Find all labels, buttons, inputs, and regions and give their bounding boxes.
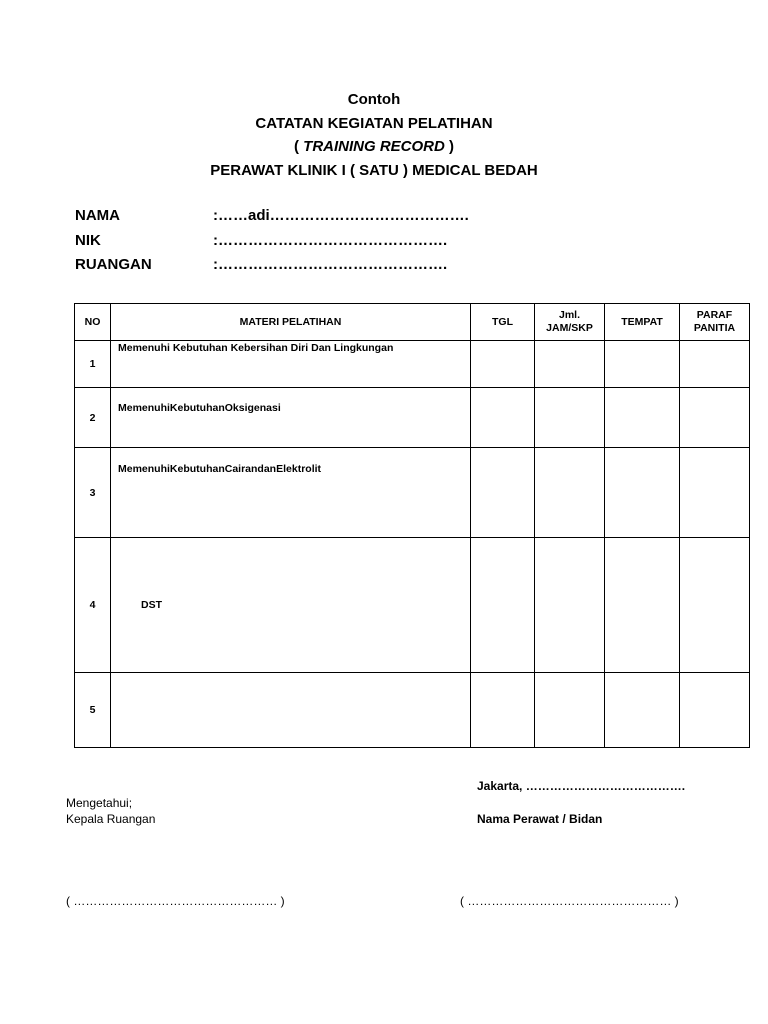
training-record-table — [74, 303, 750, 748]
row-number: 3 — [75, 448, 111, 538]
row-number: 2 — [75, 388, 111, 448]
field-nik — [75, 232, 447, 249]
header-tempat: TEMPAT — [605, 304, 680, 341]
table-header-row — [75, 304, 750, 341]
table-row — [75, 673, 750, 748]
row-tempat-cell — [605, 388, 680, 448]
header-label: Contoh — [347, 91, 401, 108]
table-row — [75, 341, 750, 388]
header-tgl: TGL — [471, 304, 535, 341]
header-jml — [535, 304, 605, 341]
table-row — [75, 388, 750, 448]
document-subtitle — [0, 135, 748, 159]
row-tempat-cell — [605, 673, 680, 748]
row-tempat-cell — [605, 341, 680, 388]
row-tgl-cell — [471, 341, 535, 388]
header-paraf-line1: PARAF — [696, 309, 733, 321]
row-materi: DST — [111, 538, 471, 673]
row-materi: MemenuhiKebutuhanOksigenasi — [111, 388, 471, 448]
row-number: 5 — [75, 673, 111, 748]
table-row — [75, 448, 750, 538]
row-paraf-cell — [680, 673, 750, 748]
row-tgl-cell — [471, 448, 535, 538]
row-jml-cell — [535, 448, 605, 538]
row-paraf-cell — [680, 538, 750, 673]
row-tgl-cell — [471, 538, 535, 673]
row-tgl-cell — [471, 388, 535, 448]
row-materi: MemenuhiKebutuhanCairandanElektrolit — [111, 448, 471, 538]
field-nama — [75, 207, 469, 224]
row-tgl-cell — [471, 673, 535, 748]
header-jml-line1: Jml. — [558, 309, 580, 321]
field-label-nik: NIK — [75, 232, 101, 249]
document-header — [0, 88, 748, 182]
row-materi: Memenuhi Kebutuhan Kebersihan Diri Dan Lingkungan — [111, 341, 471, 388]
field-ruangan — [75, 256, 447, 273]
document-role: PERAWAT KLINIK I ( SATU ) MEDICAL BEDAH — [210, 161, 538, 179]
field-value-nik: :………………………………………. — [213, 232, 448, 249]
subtitle-open: ( — [293, 138, 304, 155]
table-row — [75, 538, 750, 673]
field-value-ruangan: :………………………………………. — [213, 256, 448, 273]
row-number: 1 — [75, 341, 111, 388]
place-date: Jakarta, …………………………………. — [477, 779, 686, 793]
signature-right: ( …………………………………………… ) — [460, 894, 679, 908]
row-paraf-cell — [680, 388, 750, 448]
header-jml-line2: JAM/SKP — [546, 322, 593, 334]
header-materi: MATERI PELATIHAN — [111, 304, 471, 341]
row-tempat-cell — [605, 448, 680, 538]
nurse-name-label: Nama Perawat / Bidan — [477, 812, 603, 826]
head-of-room-label: Kepala Ruangan — [66, 812, 156, 826]
row-jml-cell — [535, 673, 605, 748]
header-paraf — [680, 304, 750, 341]
field-value-nama: :……adi…………………………………. — [213, 207, 469, 224]
row-number: 4 — [75, 538, 111, 673]
document-title: CATATAN KEGIATAN PELATIHAN — [255, 114, 493, 132]
field-label-ruangan: RUANGAN — [75, 256, 152, 273]
row-paraf-cell — [680, 341, 750, 388]
subtitle-italic-text: TRAINING RECORD — [303, 138, 445, 155]
subtitle-close: ) — [444, 138, 454, 155]
acknowledged-label: Mengetahui; — [66, 796, 133, 810]
row-jml-cell — [535, 388, 605, 448]
row-jml-cell — [535, 341, 605, 388]
signature-left: ( …………………………………………… ) — [66, 894, 285, 908]
header-no: NO — [75, 304, 111, 341]
row-materi — [111, 673, 471, 748]
header-paraf-line2: PANITIA — [693, 322, 736, 334]
row-jml-cell — [535, 538, 605, 673]
field-label-nama: NAMA — [75, 207, 120, 224]
row-tempat-cell — [605, 538, 680, 673]
row-paraf-cell — [680, 448, 750, 538]
